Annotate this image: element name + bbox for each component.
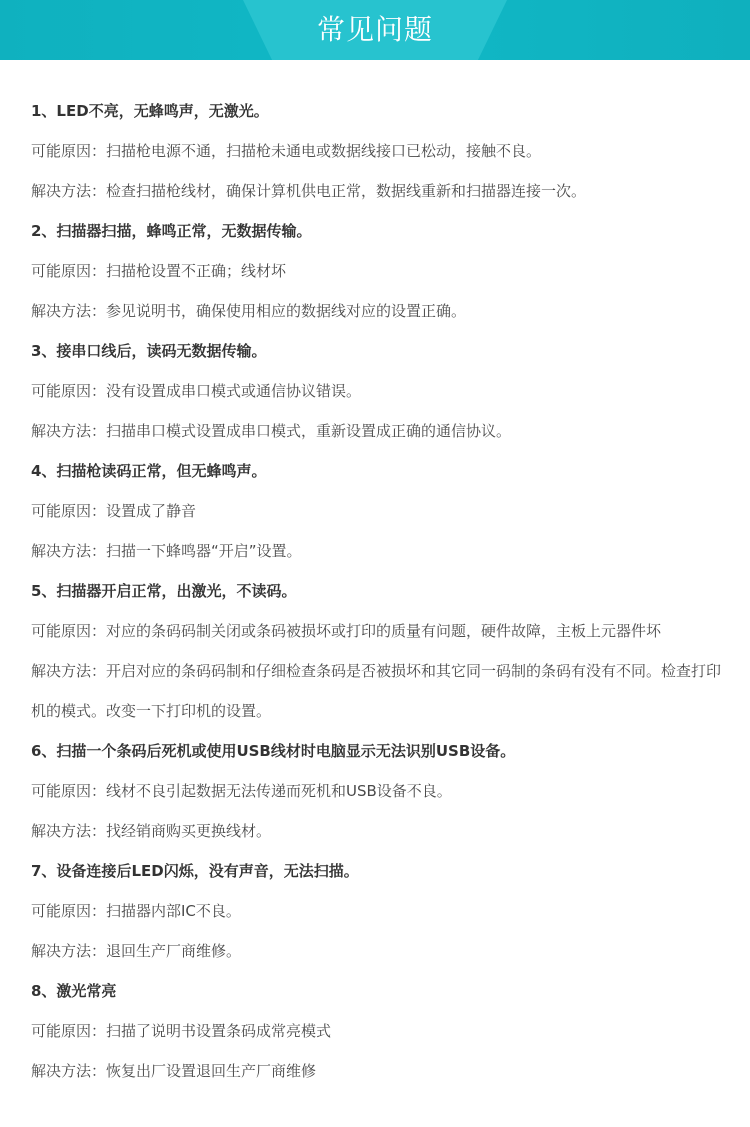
faq-cause: 可能原因：扫描器内部IC不良。	[31, 902, 241, 920]
faq-question: 7、设备连接后LED闪烁，没有声音，无法扫描。	[31, 862, 359, 880]
page-title: 常见问题	[316, 13, 433, 46]
faq-solution: 解决方法：找经销商购买更换线材。	[31, 822, 272, 840]
faq-cause: 可能原因：扫描枪电源不通，扫描枪未通电或数据线接口已松动，接触不良。	[31, 142, 542, 160]
faq-solution: 解决方法：扫描串口模式设置成串口模式，重新设置成正确的通信协议。	[31, 422, 512, 440]
faq-solution: 解决方法：退回生产厂商维修。	[31, 942, 242, 960]
faq-solution: 解决方法：参见说明书，确保使用相应的数据线对应的设置正确。	[31, 302, 467, 320]
faq-cause: 可能原因：扫描了说明书设置条码成常亮模式	[31, 1022, 332, 1040]
faq-item-6	[31, 731, 731, 851]
faq-item-7	[31, 851, 731, 971]
faq-question: 3、接串口线后，读码无数据传输。	[31, 342, 267, 360]
faq-cause: 可能原因：没有设置成串口模式或通信协议错误。	[31, 382, 362, 400]
faq-item-4	[31, 451, 731, 571]
faq-question: 8、激光常亮	[31, 982, 117, 1000]
faq-item-2	[31, 211, 731, 331]
faq-question: 4、扫描枪读码正常，但无蜂鸣声。	[31, 462, 267, 480]
faq-item-1	[31, 91, 731, 211]
faq-question: 1、LED不亮，无蜂鸣声，无激光。	[31, 102, 269, 120]
faq-solution: 解决方法：扫描一下蜂鸣器“开启”设置。	[31, 542, 302, 560]
faq-question: 5、扫描器开启正常，出激光，不读码。	[31, 582, 297, 600]
faq-cause: 可能原因：对应的条码码制关闭或条码被损坏或打印的质量有问题，硬件故障，主板上元器件坏	[31, 622, 662, 640]
faq-question: 6、扫描一个条码后死机或使用USB线材时电脑显示无法识别USB设备。	[31, 742, 516, 760]
faq-solution: 解决方法：恢复出厂设置退回生产厂商维修	[31, 1062, 317, 1080]
faq-item-5	[31, 571, 731, 731]
faq-cause: 可能原因：扫描枪设置不正确；线材坏	[31, 262, 287, 280]
faq-item-8	[31, 971, 731, 1091]
faq-cause: 可能原因：设置成了静音	[31, 502, 197, 520]
faq-solution: 解决方法：开启对应的条码码制和仔细检查条码是否被损坏和其它同一码制的条码有没有不同。检查打印机的模式。改变一下打印机的设置。	[31, 662, 722, 720]
faq-cause: 可能原因：线材不良引起数据无法传递而死机和USB设备不良。	[31, 782, 452, 800]
faq-item-3	[31, 331, 731, 451]
faq-question: 2、扫描器扫描，蜂鸣正常，无数据传输。	[31, 222, 312, 240]
faq-solution: 解决方法：检查扫描枪线材，确保计算机供电正常，数据线重新和扫描器连接一次。	[31, 182, 587, 200]
faq-list	[31, 91, 731, 1091]
